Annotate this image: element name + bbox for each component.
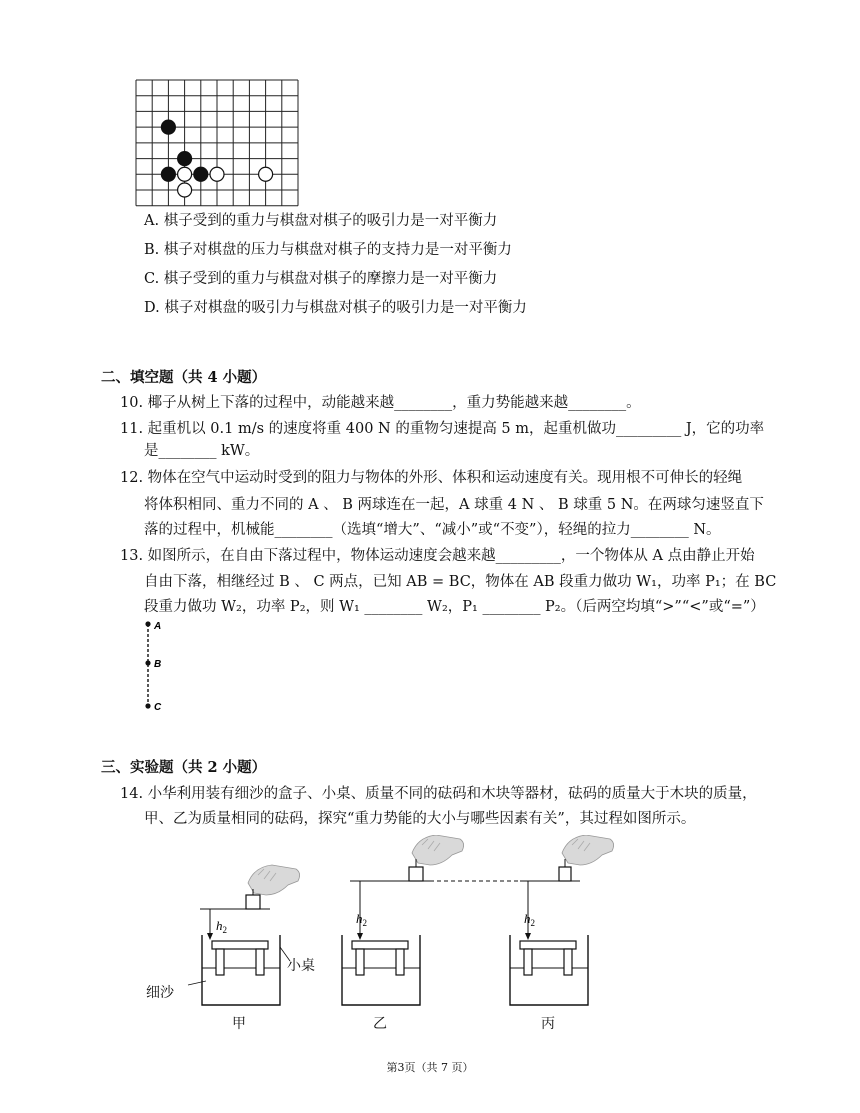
label-a: A (154, 621, 162, 632)
point-c (145, 703, 150, 708)
option-b: B. 棋子对棋盘的压力与棋盘对棋子的支持力是一对平衡力 (144, 242, 512, 258)
caption-yi: 乙 (373, 1016, 387, 1032)
experiment-figure (130, 835, 650, 1045)
setup-jia (188, 865, 300, 1005)
question-10: 10. 椰子从树上下落的过程中，动能越来越________，重力势能越来越________。 (120, 395, 641, 411)
question-12-line-3: 落的过程中，机械能________（选填“增大”、“减小”或“不变”），轻绳的拉力________ N。 (144, 522, 721, 538)
free-fall-figure (140, 616, 180, 716)
question-11-line-2: 是________ kW。 (144, 443, 260, 459)
white-stone (178, 167, 192, 181)
caption-jia: 甲 (232, 1016, 246, 1032)
question-12-line-1: 12. 物体在空气中运动时受到的阻力与物体的外形、体积和运动速度有关。现用根不可伸长的轻绳 (120, 470, 743, 486)
white-stone (210, 167, 224, 181)
section-3-title: 三、实验题（共 2 小题） (101, 759, 267, 776)
caption-bing: 丙 (541, 1016, 555, 1032)
question-12-line-2: 将体积相同、重力不同的 A 、 B 两球连在一起，A 球重 4 N 、 B 球重 5 N。在两球匀速竖直下 (144, 497, 764, 513)
board-grid (136, 80, 298, 206)
label-c: C (154, 702, 162, 713)
h-label-yi: $h_2$ (356, 911, 367, 928)
black-stone (194, 167, 208, 181)
h-label-jia: $h_2$ (216, 918, 227, 935)
white-stone (259, 167, 273, 181)
option-a: A. 棋子受到的重力与棋盘对棋子的吸引力是一对平衡力 (144, 213, 498, 229)
option-d: D. 棋子对棋盘的吸引力与棋盘对棋子的吸引力是一对平衡力 (144, 300, 527, 316)
question-11-line-1: 11. 起重机以 0.1 m/s 的速度将重 400 N 的重物匀速提高 5 m，起重机做功_________ J，它的功率 (120, 421, 765, 437)
question-14-line-2: 甲、乙为质量相同的砝码，探究“重力势能的大小与哪些因素有关”，其过程如图所示。 (144, 811, 696, 827)
go-board-figure (135, 79, 301, 207)
table-label: 小桌 (287, 958, 315, 974)
section-2-title: 二、填空题（共 4 小题） (101, 369, 267, 386)
question-13-line-2: 自由下落，相继经过 B 、 C 两点，已知 AB = BC，物体在 AB 段重力做功 W₁，功率 P₁；在 BC (144, 574, 777, 590)
point-a (145, 621, 150, 626)
point-b (145, 660, 150, 665)
sand-label: 细沙 (146, 985, 174, 1001)
setup-bing (510, 835, 614, 1005)
question-14-line-1: 14. 小华利用装有细沙的盒子、小桌、质量不同的砝码和木块等器材，砝码的质量大于木块的质量， (120, 786, 757, 802)
black-stone (161, 167, 175, 181)
question-13-line-3: 段重力做功 W₂，功率 P₂，则 W₁ ________ W₂，P₁ ________ P₂。（后两空均填“>”“<”或“=”） (144, 599, 765, 615)
black-stone (161, 120, 175, 134)
h-label-bing: $h_2$ (524, 911, 535, 928)
option-c: C. 棋子受到的重力与棋盘对棋子的摩擦力是一对平衡力 (144, 271, 498, 287)
setup-yi (342, 835, 464, 1005)
black-stone (178, 152, 192, 166)
white-stone (178, 183, 192, 197)
page-footer: 第3页（共 7 页） (386, 1061, 474, 1074)
label-b: B (154, 659, 162, 670)
question-13-line-1: 13. 如图所示，在自由下落过程中，物体运动速度会越来越_________，一个物体从 A 点由静止开始 (120, 548, 755, 564)
